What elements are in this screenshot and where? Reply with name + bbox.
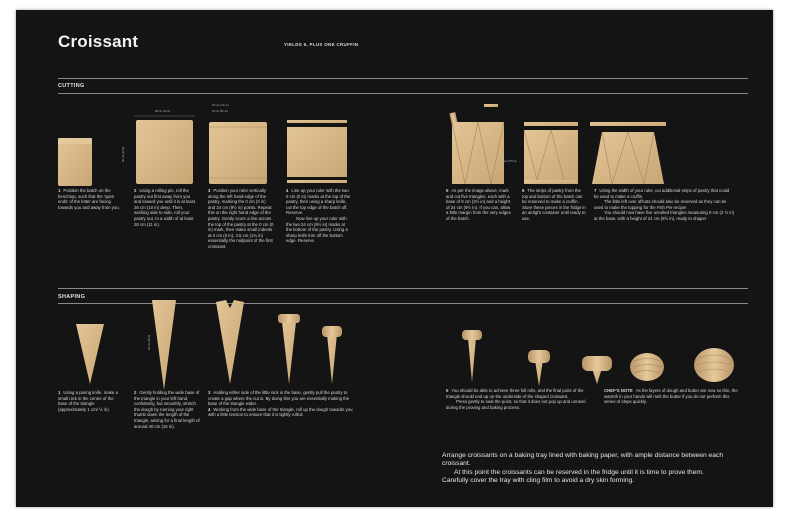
closing-paragraph-2: At this point the croissants can be reserved in the fridge until it is time to prove them.: [454, 468, 704, 476]
step-text: Using a rolling pin, roll the pastry out first away from you and toward you until it is at least 26 cm (10 in) deep. Then, working side to side, roll your pastry out, to a width of at least 28 cm (11 in).: [134, 188, 196, 227]
step-number: 2: [134, 188, 137, 193]
step-text: Position the batch on the benchtop, such that the 'open ends' of the letter are facing towards you and away from you.: [58, 188, 120, 210]
step-text: Gently holding the wide base of the triangle in your left hand, confidently, but smoothly, stretch the dough by running your right thumb down the length of the triangle, aiming for a final length of around 40 cm (16 in).: [134, 390, 200, 429]
cutting-step-6: [522, 188, 586, 222]
cutting-step-4: [286, 188, 352, 244]
step-number: 5: [446, 188, 449, 193]
dough-trimmed-square: [286, 120, 348, 184]
step-text: Working from the wide base of the triangle, roll up the dough towards you with a little tension to ensure that it is tightly rolled.: [208, 406, 353, 418]
step-text: The strips of pastry from the top and bottom of the batch can be reserved to make a cruffin. Store these pieces in the fridge in an airtight container until ready to use.: [522, 188, 586, 221]
closing-paragraph-3: Carefully cover the tray with cling film to avoid a dry skin forming.: [442, 477, 635, 485]
step-text-continued: Now line up your ruler with the two 24 cm (9½ in) marks at the bottom of the pastry. Using a sharp knife trim off the bottom edge. Reserve.: [286, 215, 348, 244]
croissant-roll-stage-4: [630, 352, 664, 382]
dimension-label: 9 cm (3½ in): [502, 160, 517, 163]
croissant-rolling: [278, 314, 300, 384]
croissant-roll-stage-2: [528, 350, 550, 386]
step-number: 3: [208, 188, 211, 193]
step-number: 3: [208, 390, 211, 395]
cutting-divider: [58, 78, 748, 79]
dough-triangles-separated: [522, 122, 580, 184]
step-text: You should be able to achieve three full rolls, and the final point of the triangle should end up on the underside of the shaped croissant.: [446, 388, 584, 399]
step-text: Position your ruler vertically along the left hand edge of the pastry, marking the 0 cm (0 in) and 24 cm (9½ in) points. Repeat this on the right hand edge of the pastry. Gently score a line across the top of the pastry at the 0 cm (0 in) mark, then make small indents at 0 cm (0 in), 4.5 cm (1¾ in) essentially the midpoint of the first croissant.: [208, 188, 274, 249]
cutting-step-1: [58, 188, 120, 210]
chefs-note-text: As the layers of dough and butter are now so thin, the warmth in your hands will melt the butter if you do not perform this series of steps quickly.: [604, 388, 738, 405]
step-text-continued: Press gently to seal the point, so that it does not pop up and unravel during the proving and baking process.: [446, 399, 586, 410]
croissant-shaped: [694, 348, 734, 382]
step-number: 4: [286, 188, 289, 193]
step-text: Holding either side of the little nick in the base, gently pull the pastry to create a gap where the cut is. By doing this you are essentially making the base of the triangle wider.: [208, 390, 350, 407]
step-text: Using the width of your ruler, cut additional strips of pastry that could be used to make a cruffin.: [594, 188, 730, 199]
step-number: 1: [58, 390, 61, 395]
dough-marked-square: [208, 118, 268, 184]
step-number: 4: [208, 406, 211, 412]
step-text: As per the image above, mark and cut five triangles, each with a base of 9 cm (3½ in) and a height of 24 cm (9½ in). If you can, allow a little margin from the very edges of the batch.: [446, 188, 511, 221]
cutting-step-7: [594, 188, 734, 222]
cutting-step-2: [134, 188, 198, 227]
shaping-step-5: [446, 388, 594, 410]
shaping-step-3-4: [208, 390, 356, 418]
step-text: Using a paring knife, make a small nick in the centre of the base of the triangle (approximately 1 cm/ ½ in).: [58, 390, 118, 412]
cutting-step-3: [208, 188, 274, 250]
croissant-roll-stage-3: [582, 356, 612, 384]
step-number: 1: [58, 188, 61, 193]
shaping-divider: [58, 288, 748, 289]
recipe-page: [16, 10, 773, 507]
dimension-label: 4½ cm (1¾ in): [212, 104, 229, 107]
yields-label: YIELDS 6, PLUS ONE CRUFFIN: [284, 42, 359, 47]
dough-final-triangles: [590, 122, 666, 184]
triangle-stretched: [152, 300, 176, 390]
dimension-label: 24 cm (9½ in): [502, 154, 505, 170]
cutting-underline: [58, 93, 748, 94]
step-text-continued: The little left over offcuts should also be reserved as they can be used to make the topping for the Fish Pie recipe!: [594, 199, 727, 210]
dough-cut-triangles: [446, 104, 508, 184]
closing-instructions: [442, 452, 742, 486]
shaping-step-3: [208, 390, 356, 407]
page-title: Croissant: [58, 32, 139, 51]
croissant-rolling-more: [322, 326, 342, 384]
dimension-label: 30 cm (10 in): [122, 146, 125, 162]
chefs-note-label: CHEF'S NOTE: [604, 388, 633, 393]
triangle-gap-pulled: [216, 300, 244, 384]
cutting-section-label: CUTTING: [58, 83, 85, 89]
step-number: 7: [594, 188, 597, 193]
dimension-label: 30 cm (10 in): [155, 110, 171, 113]
step-text: Line up your ruler with the two 0 cm (0 in) marks at the top of the pastry, then using a sharp knife, cut the top edge of the batch off. Reserve.: [286, 188, 351, 216]
dough-folded-batch: [58, 138, 92, 186]
dimension-label: 24 cm (9½ in): [212, 110, 228, 113]
shaping-step-1: [58, 390, 122, 412]
step-text-continued: You should now have five unrolled triangles measuring 9 cm (3 ½ in) at the base, with a height of 24 cm (9½ in), ready to shape!: [594, 210, 735, 221]
cutting-step-5: [446, 188, 512, 222]
step-number: 2: [134, 390, 137, 395]
triangle-nicked: [76, 324, 104, 384]
closing-paragraph-1: Arrange croissants on a baking tray lined with baking paper, with ample distance between each croissant.: [442, 452, 724, 468]
chefs-note: [604, 388, 738, 405]
dimension-label: 40 cm (16 in): [148, 334, 151, 350]
shaping-step-2: [134, 390, 202, 429]
step-number: 5: [446, 388, 449, 393]
step-number: 6: [522, 188, 525, 193]
shaping-step-4: [208, 407, 356, 418]
shaping-section-label: SHAPING: [58, 294, 86, 300]
dough-rolled-square: [134, 116, 195, 184]
croissant-roll-stage-1: [462, 330, 482, 382]
